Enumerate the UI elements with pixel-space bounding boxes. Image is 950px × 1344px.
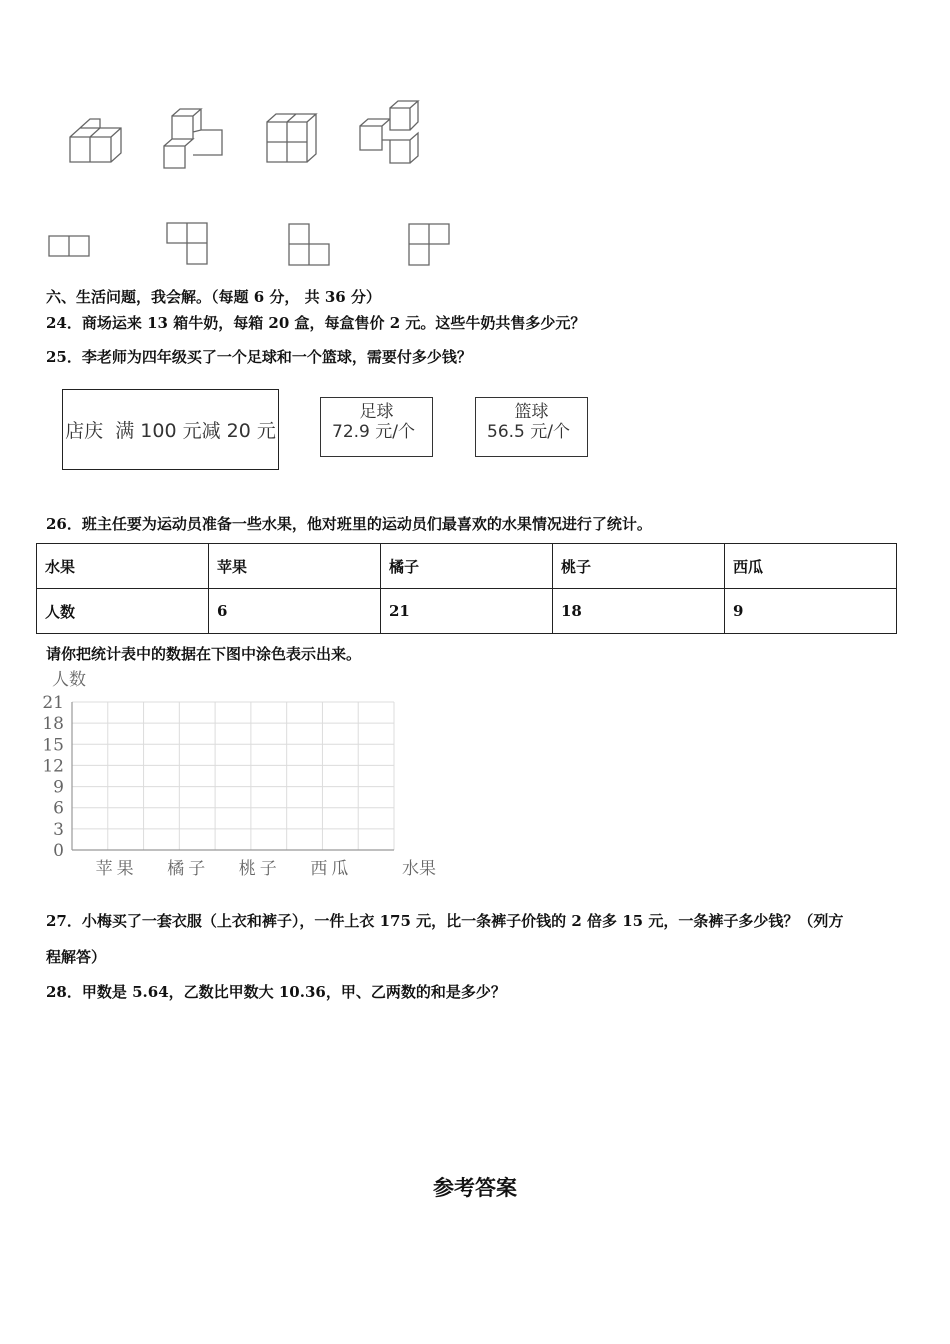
x-category-label: 橘子 [167,859,210,879]
view-figure-2 [166,222,212,268]
view-figure-1 [48,234,94,258]
x-category-label: 桃子 [238,859,281,879]
cube-figure-1 [66,118,126,178]
y-tick-label: 0 [53,841,64,861]
view-figure-3 [287,222,333,268]
basketball-name: 篮球 [514,402,549,422]
question-26: 26．班主任要为运动员准备一些水果，他对班里的运动员们最喜欢的水果情况进行了统计。 [46,515,652,533]
table-cell: 9 [725,589,897,634]
y-axis-label: 人数 [52,670,86,690]
basketball-price-tag [475,397,588,457]
football-name: 足球 [359,402,394,422]
table-cell: 苹果 [209,544,381,589]
table-cell: 橘子 [381,544,553,589]
y-tick-label: 6 [53,798,64,819]
y-tick-label: 9 [53,777,64,798]
table-row [37,544,897,589]
question-24: 24．商场运来 13 箱牛奶，每箱 20 盒，每盒售价 2 元。这些牛奶共售多少元？ [46,314,586,332]
y-tick-label: 21 [42,693,64,713]
question-27-line2: 程解答） [46,948,107,966]
fruit-bar-chart [40,665,460,880]
table-row [37,589,897,634]
table-cell: 6 [209,589,381,634]
answers-title: 参考答案 [433,1175,517,1200]
promo-text: 店庆 满 100 元减 20 元 [65,420,276,442]
table-cell: 桃子 [553,544,725,589]
y-tick-label: 3 [53,819,64,840]
table-cell: 人数 [37,589,209,634]
y-tick-label: 18 [42,714,64,735]
x-category-label: 苹果 [95,859,138,879]
football-price-tag [320,397,433,457]
y-tick-label: 15 [42,735,64,756]
q26-instruction: 请你把统计表中的数据在下图中涂色表示出来。 [46,645,362,663]
section6-heading: 六、生活问题，我会解。（每题 6 分， 共 36 分） [46,288,381,306]
x-category-label: 西瓜 [310,859,353,879]
table-cell: 21 [381,589,553,634]
question-27-line1: 27．小梅买了一套衣服（上衣和裤子），一件上衣 175 元，比一条裤子价钱的 2 倍多 15 元，一条裤子多少钱？（列方 [46,912,844,930]
football-price: 72.9 元/个 [332,422,415,442]
x-axis-label: 水果 [402,859,436,879]
view-figure-4 [407,222,453,268]
promo-box [62,389,279,470]
table-cell: 西瓜 [725,544,897,589]
cube-figure-4 [358,100,422,164]
fruit-stat-table [36,543,897,634]
table-cell: 水果 [37,544,209,589]
question-25: 25．李老师为四年级买了一个足球和一个篮球，需要付多少钱？ [46,348,472,366]
cube-figure-3 [265,112,321,168]
basketball-price: 56.5 元/个 [487,422,570,442]
table-cell: 18 [553,589,725,634]
question-28: 28．甲数是 5.64，乙数比甲数大 10.36，甲、乙两数的和是多少？ [46,983,506,1001]
cube-figure-2 [162,108,224,170]
y-tick-label: 12 [42,756,64,777]
